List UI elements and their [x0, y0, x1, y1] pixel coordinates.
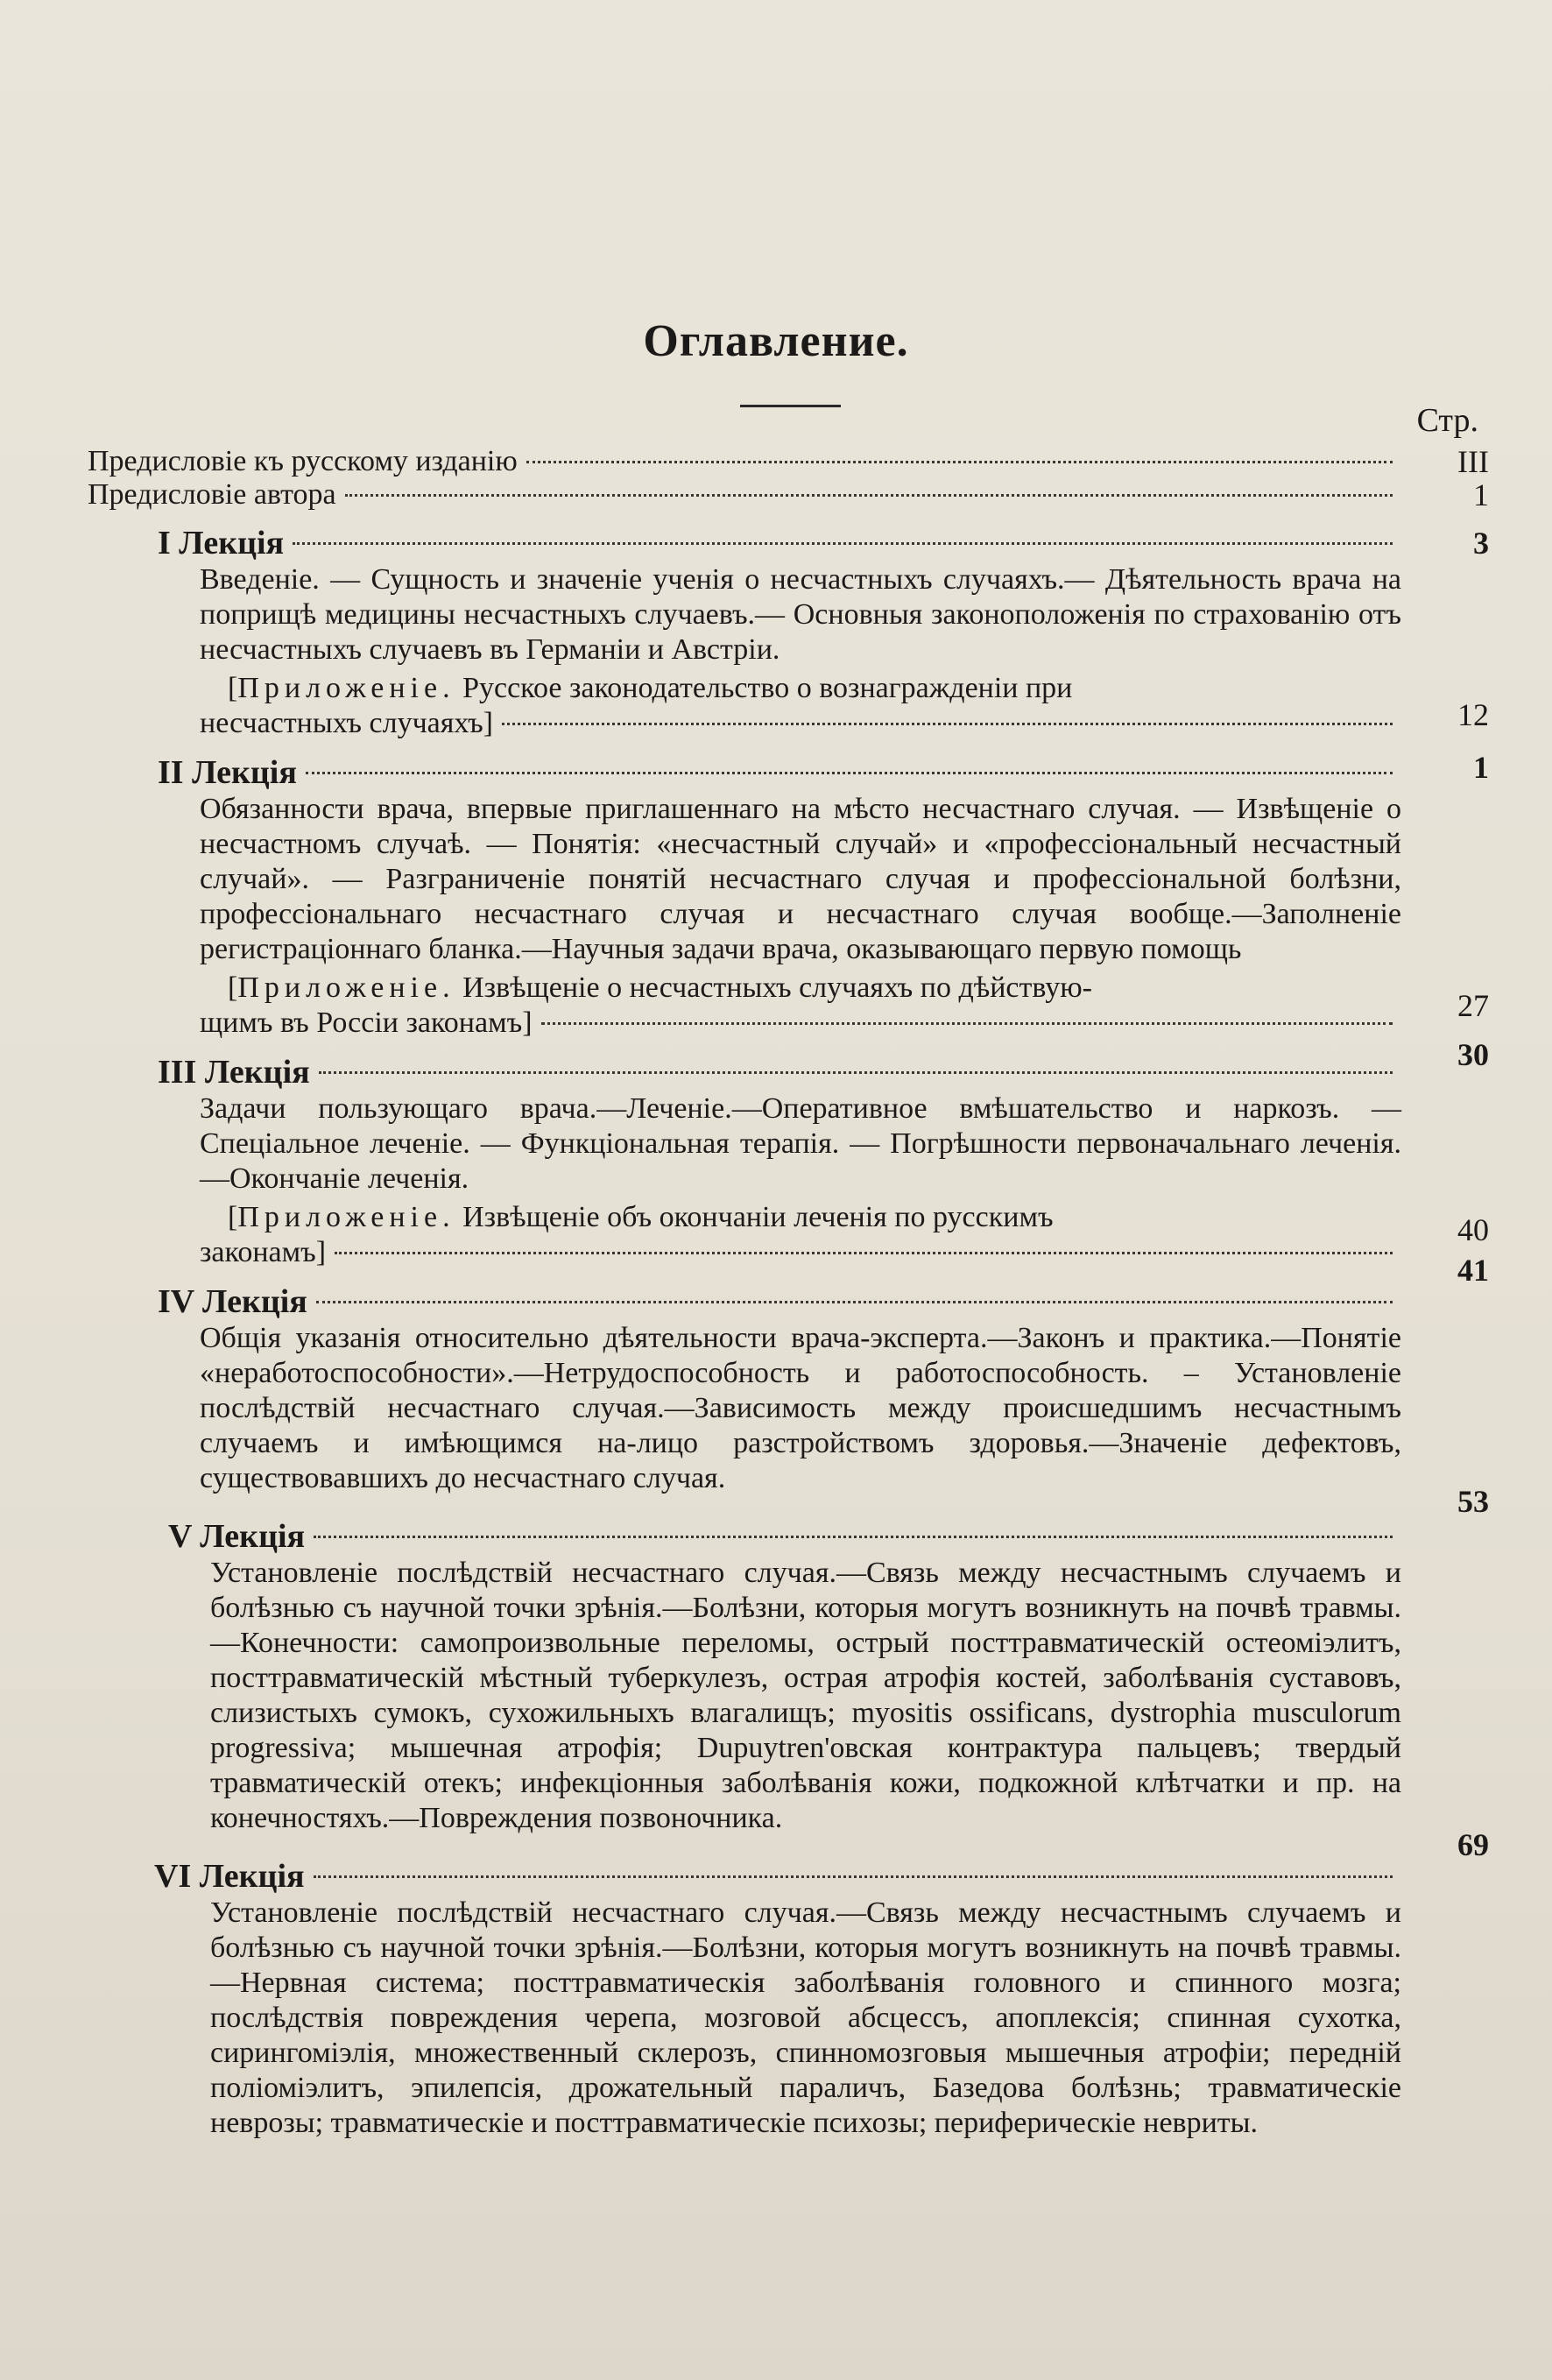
appendix-page: 12	[1457, 697, 1489, 732]
lecture-appendix: [Приложеніе. Извѣщеніе объ окончаніи леченія по русскимъ	[228, 1201, 1054, 1233]
lecture-appendix: [Приложеніе. Извѣщеніе о несчастныхъ случаяхъ по дѣйствую-	[228, 971, 1092, 1004]
toc-entry-label: Предисловіе автора	[88, 478, 336, 511]
lecture-title-text: VI Лекція	[154, 1858, 305, 1895]
lecture-description: Обязанности врача, впервые приглашеннаго на мѣсто несчастнаго случая. — Извѣщеніе о несчастномъ случаѣ. — Понятія: «несчастный случай» и «профессіональный несчастный случай». — Разграниченіе понятій несчастнаго случая и профессіональной болѣзни, профессіональнаго несчастнаго случая и несчастнаго случая вообще.—Заполненіе регистраціоннаго бланка.—Научныя задачи врача, оказывающаго первую помощь	[200, 793, 1401, 965]
appendix-label: Приложеніе.	[237, 971, 455, 1004]
lecture-page: 3	[1473, 526, 1489, 561]
appendix-label: Приложеніе.	[237, 672, 455, 704]
lecture-description: Установленіе послѣдствій несчастнаго случая.—Связь между несчастнымъ случаемъ и болѣзнью съ научной точки зрѣнія.—Болѣзни, которыя могутъ возникнуть на почвѣ травмы.—Конечности: самопроизвольные переломы, острый посттравматическій остеоміэлитъ, посттравматическій мѣстный туберкулезъ, острая атрофія костей, заболѣванія суставовъ, слизистыхъ сумокъ, сухожильныхъ влагалищъ; myositis ossificans, dystrophia musculorum progressiva; мышечная атрофія; Dupuytren'овская контрактура пальцевъ; твердый травматическій отекъ; инфекціонныя заболѣванія кожи, подкожной клѣтчатки и пр. на конечностяхъ.—Повреждения позвоночника.	[210, 1557, 1401, 1834]
page-column-label: Стр.	[1416, 402, 1478, 439]
lecture-6	[88, 1827, 1489, 2141]
dot-leader	[293, 542, 1393, 545]
dot-leader	[345, 494, 1393, 497]
lecture-title-text: IV Лекція	[158, 1283, 307, 1320]
lecture-title	[88, 524, 1489, 562]
appendix-text: Извѣщеніе о несчастныхъ случаяхъ по дѣйствую-	[462, 971, 1092, 1004]
dot-leader	[335, 1252, 1393, 1254]
lecture-description: Введеніе. — Сущность и значеніе ученія о несчастныхъ случаяхъ.— Дѣятельность врача на поприщѣ медицины несчастныхъ случаевъ.— Основныя законоположенія по страхованію отъ несчастныхъ случаевъ въ Германіи и Австріи.	[200, 563, 1401, 666]
lecture-3	[88, 1037, 1489, 1270]
toc-entry-label: Предисловіе къ русскому изданію	[88, 445, 518, 477]
appendix-end-line	[88, 697, 1489, 741]
appendix-label: Приложеніе.	[237, 1201, 455, 1233]
lecture-title-text: I Лекція	[158, 525, 285, 561]
toc-entry-page: 1	[1473, 477, 1489, 512]
appendix-text: Извѣщеніе объ окончаніи леченія по русскимъ	[462, 1201, 1054, 1233]
lecture-description: Задачи пользующаго врача.—Леченіе.—Оперативное вмѣшательство и наркозъ. — Спеціальное леченіе. — Функціональная терапія. — Погрѣшности первоначальнаго леченія.—Окончаніе леченія.	[200, 1092, 1401, 1195]
lecture-description: Установленіе послѣдствій несчастнаго случая.—Связь между несчастнымъ случаемъ и болѣзнью съ научной точки зрѣнія.—Болѣзни, которыя могутъ возникнуть на почвѣ травмы.—Нервная система; посттравматическія заболѣванія головного и спинного мозга; послѣдствія повреждения черепа, мозговой абсцессъ, апоплексія; спинная сухотка, сирингоміэлія, множественный склерозъ, спинномозговыя мышечныя атрофіи; передній поліоміэлитъ, эпилепсія, дрожательный параличъ, Базедова болѣзнь; травматическіе неврозы; травматическіе и посттравматическіе психозы; периферическіе невриты.	[210, 1896, 1401, 2139]
dot-leader	[306, 772, 1393, 774]
lecture-appendix: [Приложеніе. Русское законодательство о вознагражденіи при	[228, 672, 1073, 704]
lecture-page: 69	[1457, 1827, 1489, 1862]
lecture-title-text: V Лекція	[168, 1518, 306, 1555]
table-of-contents	[88, 444, 1489, 2141]
lecture-title	[88, 1037, 1489, 1091]
lecture-title	[88, 1253, 1489, 1321]
toc-entry-page: III	[1457, 444, 1489, 479]
appendix-end-text: законамъ]	[200, 1236, 327, 1268]
lecture-title-text: III Лекція	[158, 1054, 310, 1091]
lecture-title	[88, 750, 1489, 792]
lecture-description: Общія указанія относительно дѣятельности врача-эксперта.—Законъ и практика.—Понятіе «неработоспособности».—Нетрудоспособность и работоспособность. – Установленіе послѣдствій несчастнаго случая.—Зависимость между происшедшимъ несчастнымъ случаемъ и имѣющимся на-лицо разстройствомъ здоровья.—Значеніе дефектовъ, существовавшихъ до несчастнаго случая.	[200, 1322, 1401, 1494]
appendix-end-line	[88, 988, 1489, 1041]
lecture-page: 53	[1457, 1484, 1489, 1519]
appendix-text: Русское законодательство о вознагражденіи при	[462, 672, 1073, 704]
lecture-page: 41	[1457, 1253, 1489, 1288]
title-rule	[740, 405, 841, 407]
toc-entry-preface-ru	[88, 444, 1489, 479]
lecture-5	[88, 1484, 1489, 1836]
lecture-page: 30	[1457, 1037, 1489, 1072]
appendix-page: 40	[1457, 1212, 1489, 1247]
appendix-end-text: щимъ въ Россіи законамъ]	[200, 1006, 533, 1039]
lecture-title	[88, 1827, 1489, 1896]
dot-leader	[319, 1071, 1393, 1074]
appendix-end-text: несчастныхъ случаяхъ]	[200, 707, 494, 739]
dot-leader	[314, 1536, 1393, 1538]
lecture-2	[88, 750, 1489, 1041]
lecture-4	[88, 1253, 1489, 1496]
dot-leader	[541, 1022, 1393, 1025]
dot-leader	[526, 461, 1393, 463]
appendix-page: 27	[1457, 988, 1489, 1023]
dot-leader	[502, 723, 1393, 725]
page-title: Оглавление.	[643, 316, 909, 366]
lecture-title	[88, 1484, 1489, 1556]
toc-entry-preface-author	[88, 477, 1489, 512]
lecture-page: 1	[1473, 750, 1489, 785]
lecture-title-text: II Лекція	[158, 754, 297, 791]
dot-leader	[316, 1301, 1393, 1303]
lecture-1	[88, 524, 1489, 741]
dot-leader	[314, 1875, 1393, 1878]
